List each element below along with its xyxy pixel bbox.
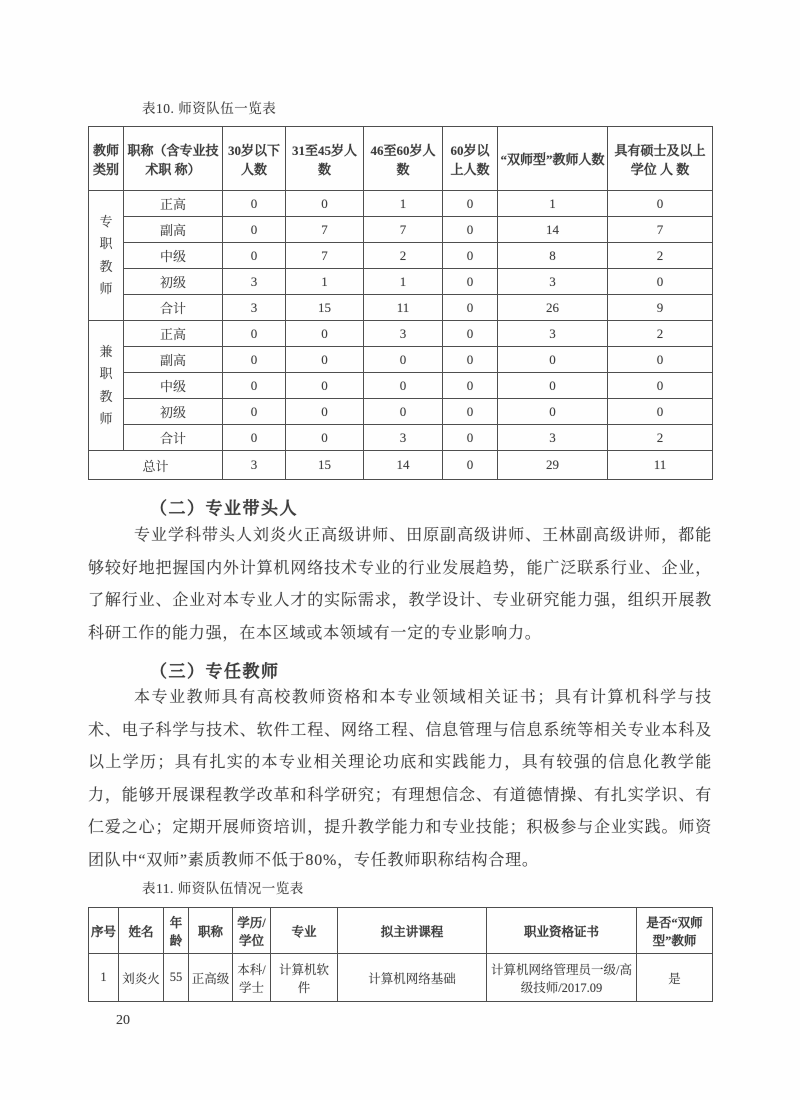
header-cell-name: 姓名 (119, 908, 164, 954)
table-cell: 0 (364, 373, 443, 399)
table-cell: 3 (223, 451, 286, 480)
table11-caption: 表11. 师资队伍情况一览表 (142, 881, 304, 896)
table-cell: 初级 (124, 269, 223, 295)
table-row-subtotal (89, 425, 713, 451)
section2-paragraph: 专业学科带头人刘炎火正高级讲师、田原副高级讲师、王林副高级讲师，都能够较好地把握国内外计算机网络技术专业的行业发展趋势，能广泛联系行业、企业，了解行业、企业对本专业人才的实际需求，教学设计、专业研究能力强，组织开展教科研工作的能力强，在本区域或本领域有一定的专业影响力。 (88, 527, 712, 642)
table-row (89, 373, 713, 399)
table-cell: 0 (443, 295, 498, 321)
table-cell: 是 (637, 954, 713, 1002)
header-cell-rank: 职称 (189, 908, 233, 954)
table-cell: 0 (286, 347, 364, 373)
table-cell: 0 (608, 373, 713, 399)
table-cell: 55 (164, 954, 189, 1002)
section3-heading: （三）专任教师 (150, 662, 280, 681)
group-label-parttime (89, 321, 124, 451)
table-cell: 2 (608, 425, 713, 451)
table-cell: 7 (364, 217, 443, 243)
table-cell: 0 (608, 347, 713, 373)
group-label-fulltime (89, 191, 124, 321)
table-cell: 0 (443, 217, 498, 243)
table-cell: 0 (443, 191, 498, 217)
table-cell: 0 (608, 269, 713, 295)
table-cell: 0 (223, 373, 286, 399)
table-cell: 0 (286, 425, 364, 451)
table-cell: 0 (443, 243, 498, 269)
table-cell: 初级 (124, 399, 223, 425)
table-cell: 0 (223, 347, 286, 373)
table-cell: 2 (608, 321, 713, 347)
table-cell: 2 (364, 243, 443, 269)
table-cell: 0 (286, 321, 364, 347)
table-row (89, 269, 713, 295)
header-cell-46to60: 46至60岁人数 (364, 127, 443, 191)
table-cell: 0 (286, 191, 364, 217)
table-row-subtotal (89, 295, 713, 321)
table-cell: 中级 (124, 243, 223, 269)
table-cell: 0 (443, 425, 498, 451)
table-cell: 3 (364, 321, 443, 347)
table-cell: 0 (443, 373, 498, 399)
table-cell: 3 (498, 321, 608, 347)
table-cell: 副高 (124, 347, 223, 373)
table10-caption: 表10. 师资队伍一览表 (142, 101, 277, 116)
table-cell: 0 (498, 399, 608, 425)
table-cell: 0 (443, 269, 498, 295)
table-cell: 1 (286, 269, 364, 295)
header-cell-under30: 30岁以下人数 (223, 127, 286, 191)
table-cell: 3 (498, 425, 608, 451)
table-cell: 7 (286, 243, 364, 269)
header-cell-age: 年龄 (164, 908, 189, 954)
table-cell: 正高级 (189, 954, 233, 1002)
table-cell: 26 (498, 295, 608, 321)
table-row-grand-total (89, 451, 713, 480)
table-cell: 刘炎火 (119, 954, 164, 1002)
table-cell: 1 (498, 191, 608, 217)
table-row (89, 243, 713, 269)
table-cell: 0 (286, 373, 364, 399)
table-row (89, 191, 713, 217)
table-cell: 14 (364, 451, 443, 480)
table-cell: 本科/学士 (233, 954, 271, 1002)
table-cell: 0 (498, 373, 608, 399)
table-cell: 计算机网络管理员一级/高级技师/2017.09 (487, 954, 637, 1002)
table-cell: 11 (364, 295, 443, 321)
header-cell-31to45: 31至45岁人数 (286, 127, 364, 191)
table-cell: 计算机网络基础 (338, 954, 487, 1002)
header-cell-masters: 具有硕士及以上学位 人 数 (608, 127, 713, 191)
table-cell: 0 (498, 347, 608, 373)
table-cell: 合计 (124, 295, 223, 321)
table-cell: 3 (498, 269, 608, 295)
table-row (89, 321, 713, 347)
table-cell: 0 (223, 425, 286, 451)
table-row (89, 217, 713, 243)
table-cell: 0 (223, 321, 286, 347)
header-cell-over60: 60岁以上人数 (443, 127, 498, 191)
table-cell: 正高 (124, 191, 223, 217)
table-cell: 正高 (124, 321, 223, 347)
table-cell: 1 (364, 191, 443, 217)
table-cell: 0 (443, 321, 498, 347)
header-cell-index: 序号 (89, 908, 119, 954)
table-row (89, 399, 713, 425)
table-cell: 11 (608, 451, 713, 480)
header-cell-title: 职称（含专业技术职 称） (124, 127, 223, 191)
table-row (89, 954, 713, 1002)
table-cell-total-label: 总计 (89, 451, 223, 480)
table10-header-row (89, 127, 713, 191)
table-cell: 0 (223, 243, 286, 269)
table-cell: 计算机软件 (271, 954, 338, 1002)
table-cell: 8 (498, 243, 608, 269)
table-cell: 15 (286, 451, 364, 480)
header-cell-education: 学历/学位 (233, 908, 271, 954)
table-cell: 0 (223, 399, 286, 425)
table-cell: 9 (608, 295, 713, 321)
table-cell: 3 (223, 295, 286, 321)
table-cell: 0 (443, 451, 498, 480)
header-cell-dual-qualified: 是否“双师型”教师 (637, 908, 713, 954)
table-cell: 29 (498, 451, 608, 480)
table-cell: 7 (608, 217, 713, 243)
header-cell-courses: 拟主讲课程 (338, 908, 487, 954)
table-cell: 0 (364, 347, 443, 373)
table11-header-row (89, 908, 713, 954)
table-cell: 0 (443, 399, 498, 425)
section2-heading: （二）专业带头人 (150, 499, 298, 518)
header-cell-certificates: 职业资格证书 (487, 908, 637, 954)
header-cell-teacher-category: 教师类别 (89, 127, 124, 191)
table-cell: 副高 (124, 217, 223, 243)
table-cell: 3 (223, 269, 286, 295)
table-cell: 7 (286, 217, 364, 243)
table11-staff-detail (88, 907, 713, 1002)
table-cell: 0 (608, 191, 713, 217)
table-cell: 中级 (124, 373, 223, 399)
table-cell: 1 (364, 269, 443, 295)
table-cell: 0 (608, 399, 713, 425)
table-cell: 1 (89, 954, 119, 1002)
page-number: 20 (116, 1013, 130, 1028)
table-cell: 2 (608, 243, 713, 269)
table-cell: 14 (498, 217, 608, 243)
table-cell: 0 (223, 191, 286, 217)
table-cell: 0 (286, 399, 364, 425)
table-cell: 0 (223, 217, 286, 243)
section3-paragraph: 本专业教师具有高校教师资格和本专业领域相关证书；具有计算机科学与技术、电子科学与技术、软件工程、网络工程、信息管理与信息系统等相关专业本科及以上学历；具有扎实的本专业相关理论功底和实践能力，具有较强的信息化教学能力，能够开展课程教学改革和科学研究；有理想信念、有道德情操、有扎实学识、有仁爱之心；定期开展师资培训，提升教学能力和专业技能；积极参与企业实践。师资团队中“双师”素质教师不低于80%，专任教师职称结构合理。 (88, 689, 712, 869)
header-cell-major: 专业 (271, 908, 338, 954)
table-cell: 0 (364, 399, 443, 425)
table-row (89, 347, 713, 373)
table10-staff-overview (88, 126, 713, 480)
table-cell: 3 (364, 425, 443, 451)
table-cell: 合计 (124, 425, 223, 451)
header-cell-dual-teacher: “双师型”教师人数 (498, 127, 608, 191)
group-label-text: 专职教师 (99, 214, 113, 296)
table-cell: 0 (443, 347, 498, 373)
table-cell: 15 (286, 295, 364, 321)
group-label-text: 兼职教师 (99, 344, 113, 426)
